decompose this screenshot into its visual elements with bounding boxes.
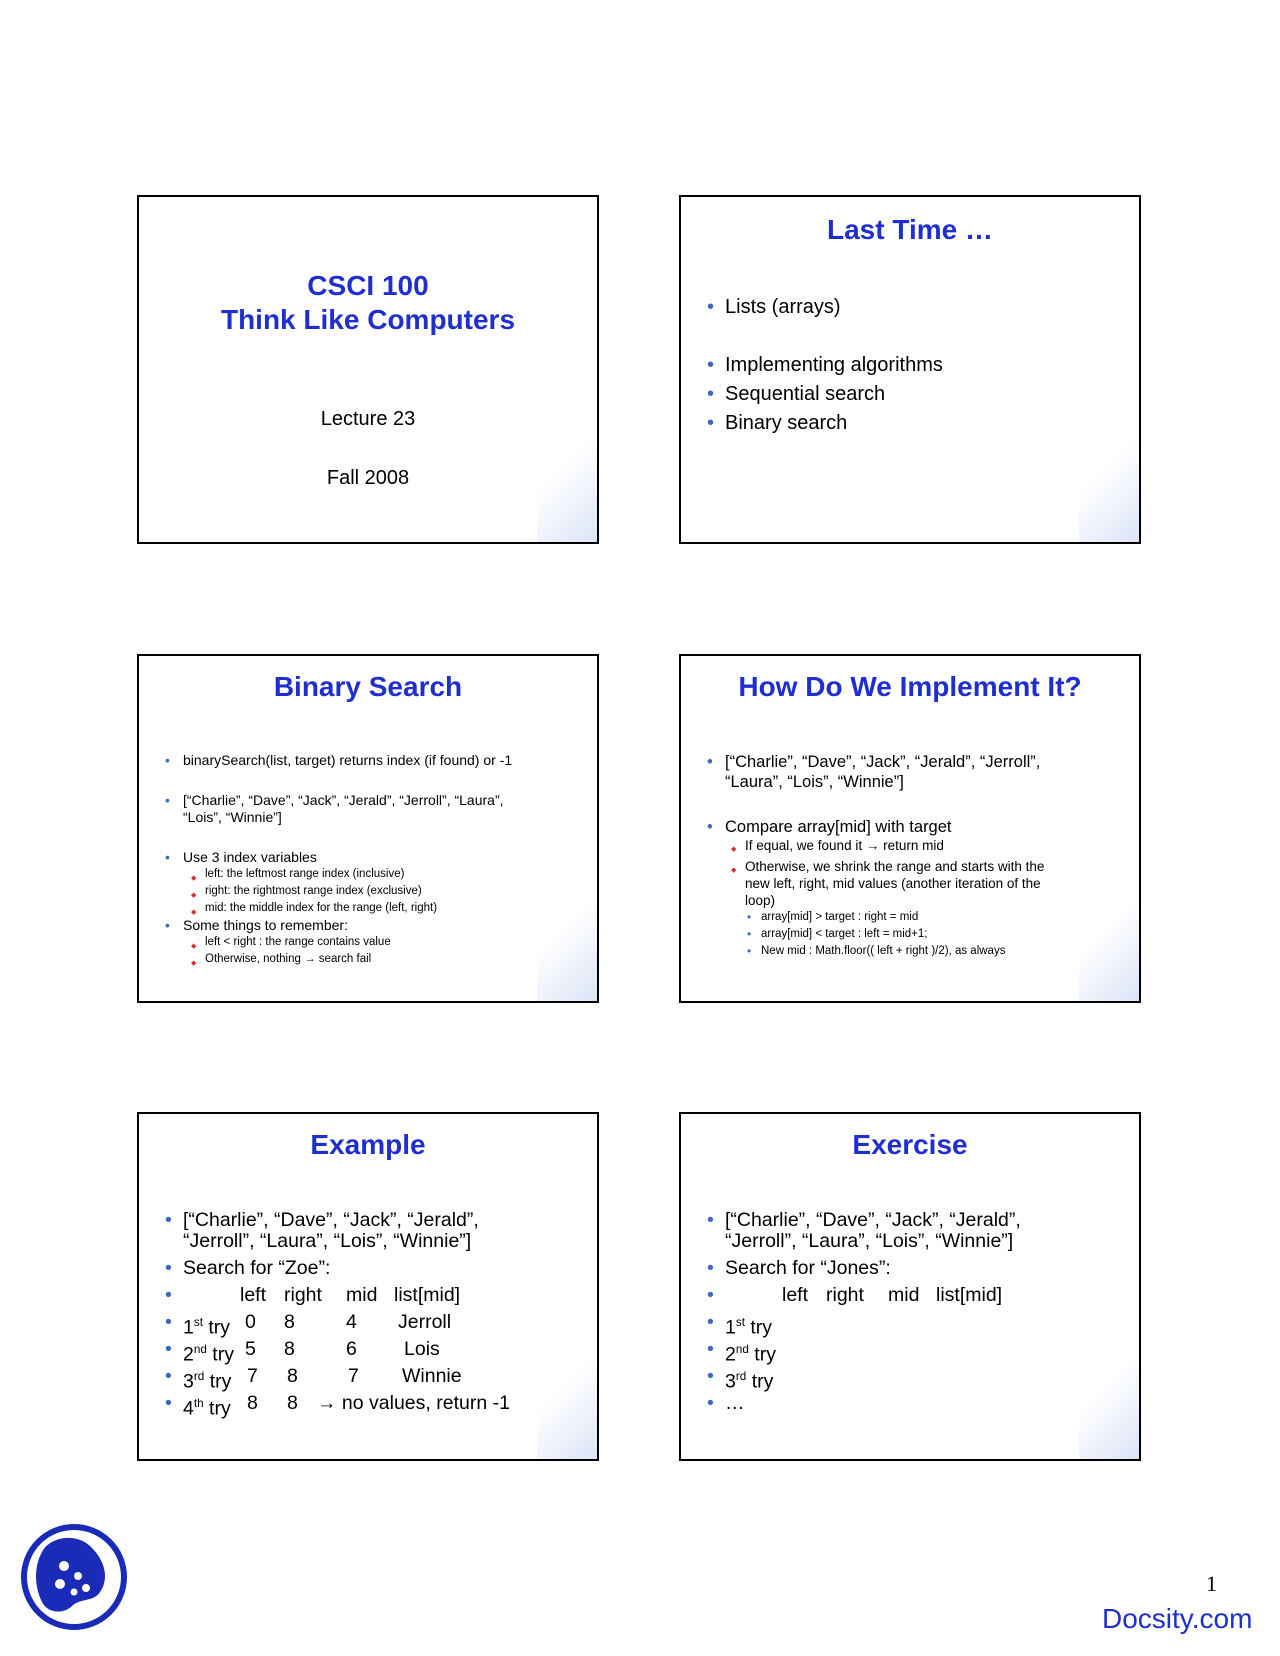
header-list-mid: list[mid] [936,1284,1003,1306]
list-item: • Sequential search [707,383,943,406]
table-row: • 1st try 0 8 4 Jerroll [165,1312,585,1333]
sub-list [187,934,512,968]
page-number: 1 [1206,1571,1217,1596]
slide-implement [679,654,1141,1003]
slide-heading: Example [310,1129,426,1160]
header-mid: mid [346,1284,378,1306]
docsity-logo-icon [20,1522,128,1632]
bullet-list [707,752,1044,960]
list-item: • Search for “Zoe”: [165,1258,585,1279]
sub-list [187,866,512,917]
lecture-number: Lecture 23 [320,408,416,430]
list-item: • Compare array[mid] with target ◆ If equal, we found it → return mid ◆ Otherwise, we shrink the range and starts with the new left, right, mid values (another iteration of the loop) • array[mid] > target : right = mid • array[mid] < target : left = mid+1; • New mid : Math.floor(( left + right )/2), as always [707,817,1044,960]
slide-heading: Last Time … [827,214,993,245]
sub-sub-list [747,909,1044,960]
sub-item: ◆ mid: the middle index for the range (left, right) [187,900,512,917]
sub-sub-item: • array[mid] > target : right = mid [747,909,1044,926]
header-left: • left [240,1284,267,1306]
slide-example [137,1112,599,1461]
term: Fall 2008 [326,467,410,489]
list-item: • Lists (arrays) [707,296,943,319]
table-row: • 2nd try 5 8 6 Lois [165,1339,585,1360]
list-item: • Implementing algorithms [707,354,943,377]
table-row: • 4th try 8 8 → no values, return -1 [165,1393,585,1414]
list-item: • Some things to remember: ◆ left < right : the range contains value ◆ Otherwise, nothing → search fail [165,917,512,968]
list-item: • [“Charlie”, “Dave”, “Jack”, “Jerald”, “Jerroll”, “Laura”, “Lois”, “Winnie”] [165,792,512,826]
list-item: • Use 3 index variables ◆ left: the leftmost range index (inclusive) ◆ right: the rightmost range index (exclusive) ◆ mid: the middle index for the range (left, right) [165,849,512,917]
table-row: • 3rd try [707,1366,1127,1387]
header-mid: mid [888,1284,920,1306]
arrow-icon: → [304,953,316,965]
list-item: • Binary search [707,412,943,435]
sub-sub-item: • New mid : Math.floor(( left + right )/2), as always [747,943,1044,960]
sub-item: ◆ Otherwise, nothing → search fail [187,951,512,968]
list-item: • binarySearch(list, target) returns index (if found) or -1 [165,752,512,769]
sub-sub-item: • array[mid] < target : left = mid+1; [747,926,1044,943]
sub-item: ◆ right: the rightmost range index (exclusive) [187,883,512,900]
list-item: • [“Charlie”, “Dave”, “Jack”, “Jerald”, “Jerroll”, “Laura”, “Lois”, “Winnie”] [707,752,1044,792]
list-item: • Search for “Jones”: [707,1258,1127,1279]
course-title: CSCI 100 Think Like Computers [220,270,516,335]
table-row: • 2nd try [707,1339,1127,1360]
slide-exercise [679,1112,1141,1461]
bullet-list [707,1210,1127,1414]
table-row: • 1st try [707,1312,1127,1333]
table-header [707,1285,1127,1306]
list-item: • [“Charlie”, “Dave”, “Jack”, “Jerald”, “Jerroll”, “Laura”, “Lois”, “Winnie”] [165,1210,585,1252]
bullet-list [165,752,512,968]
slide-heading: Exercise [852,1129,968,1160]
arrow-icon: → [317,1392,337,1414]
header-left: • left [782,1284,809,1306]
arrow-icon: → [865,838,880,853]
slide-heading: How Do We Implement It? [738,671,1082,702]
sub-list [727,837,1044,960]
header-right: right [826,1284,864,1306]
slide-last-time [679,195,1141,544]
sub-item: ◆ left < right : the range contains value [187,934,512,951]
slide-heading: Binary Search [273,671,463,702]
brand-watermark[interactable]: Docsity.com [1102,1603,1253,1634]
sub-item: ◆ Otherwise, we shrink the range and starts with the new left, right, mid values (another iteration of the loop) • array[mid] > target : right = mid • array[mid] < target : left = mid+1; • New mid : Math.floor(( left + right )/2), as always [727,858,1044,960]
sub-item: ◆ If equal, we found it → return mid [727,837,1044,854]
table-row: • 3rd try 7 8 7 Winnie [165,1366,585,1387]
list-item: • … [707,1393,1127,1414]
header-right: right [284,1284,322,1306]
table-header [165,1285,585,1306]
slide-title [137,195,599,544]
sub-item: ◆ left: the leftmost range index (inclusive) [187,866,512,883]
bullet-list [707,296,943,435]
list-item: • [“Charlie”, “Dave”, “Jack”, “Jerald”, “Jerroll”, “Laura”, “Lois”, “Winnie”] [707,1210,1127,1252]
bullet-list [165,1209,585,1420]
header-list-mid: list[mid] [394,1284,461,1306]
slide-binary-search [137,654,599,1003]
